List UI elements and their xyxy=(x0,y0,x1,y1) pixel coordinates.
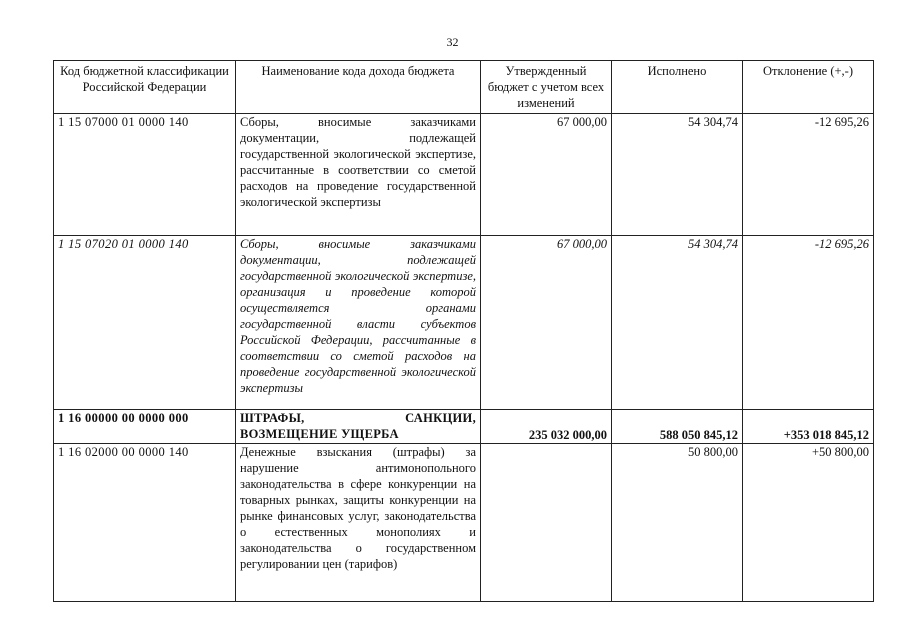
row-code: 1 16 02000 00 0000 140 xyxy=(54,444,236,602)
header-name: Наименование кода дохода бюджета xyxy=(236,61,481,114)
row-executed: 54 304,74 xyxy=(612,114,743,236)
row-executed: 54 304,74 xyxy=(612,236,743,410)
budget-income-table xyxy=(53,60,874,602)
row-deviation: +353 018 845,12 xyxy=(743,410,874,444)
row-approved xyxy=(481,444,612,602)
table-row xyxy=(54,410,874,444)
header-executed: Исполнено xyxy=(612,61,743,114)
row-approved: 67 000,00 xyxy=(481,236,612,410)
table-header-row xyxy=(54,61,874,114)
row-executed: 588 050 845,12 xyxy=(612,410,743,444)
row-deviation: -12 695,26 xyxy=(743,114,874,236)
table-row xyxy=(54,114,874,236)
row-approved: 67 000,00 xyxy=(481,114,612,236)
row-executed: 50 800,00 xyxy=(612,444,743,602)
row-deviation: -12 695,26 xyxy=(743,236,874,410)
row-name: Сборы, вносимые заказчиками документации, подлежащей государственной экологической экспертизе, рассчитанные в соответствии со сметой расходов на проведение государственной экологической экспертизы xyxy=(236,114,481,236)
header-code: Код бюджетной классификации Российской Федерации xyxy=(54,61,236,114)
header-deviation: Отклонение (+,-) xyxy=(743,61,874,114)
row-name: Денежные взыскания (штрафы) за нарушение антимонопольного законодательства в сфере конкуренции на товарных рынках, защиты конкуренции на рынке финансовых услуг, законодательства о естественных монополиях и законодательства о государственном регулировании цен (тарифов) xyxy=(236,444,481,602)
row-deviation: +50 800,00 xyxy=(743,444,874,602)
row-name: Сборы, вносимые заказчиками документации, подлежащей государственной экологической экспертизе, организация и проведение которой осуществляется органами государственной власти субъектов Российской Федерации, рассчитанные в соответствии со сметой расходов на проведение государственной экологической экспертизы xyxy=(236,236,481,410)
row-name: ШТРАФЫ, САНКЦИИ, ВОЗМЕЩЕНИЕ УЩЕРБА xyxy=(236,410,481,444)
row-code: 1 15 07020 01 0000 140 xyxy=(54,236,236,410)
row-code: 1 15 07000 01 0000 140 xyxy=(54,114,236,236)
table-row xyxy=(54,236,874,410)
row-code: 1 16 00000 00 0000 000 xyxy=(54,410,236,444)
page-number: 32 xyxy=(446,35,459,49)
table-row xyxy=(54,444,874,602)
header-approved: Утвержденный бюджет с учетом всех изменений xyxy=(481,61,612,114)
row-approved: 235 032 000,00 xyxy=(481,410,612,444)
